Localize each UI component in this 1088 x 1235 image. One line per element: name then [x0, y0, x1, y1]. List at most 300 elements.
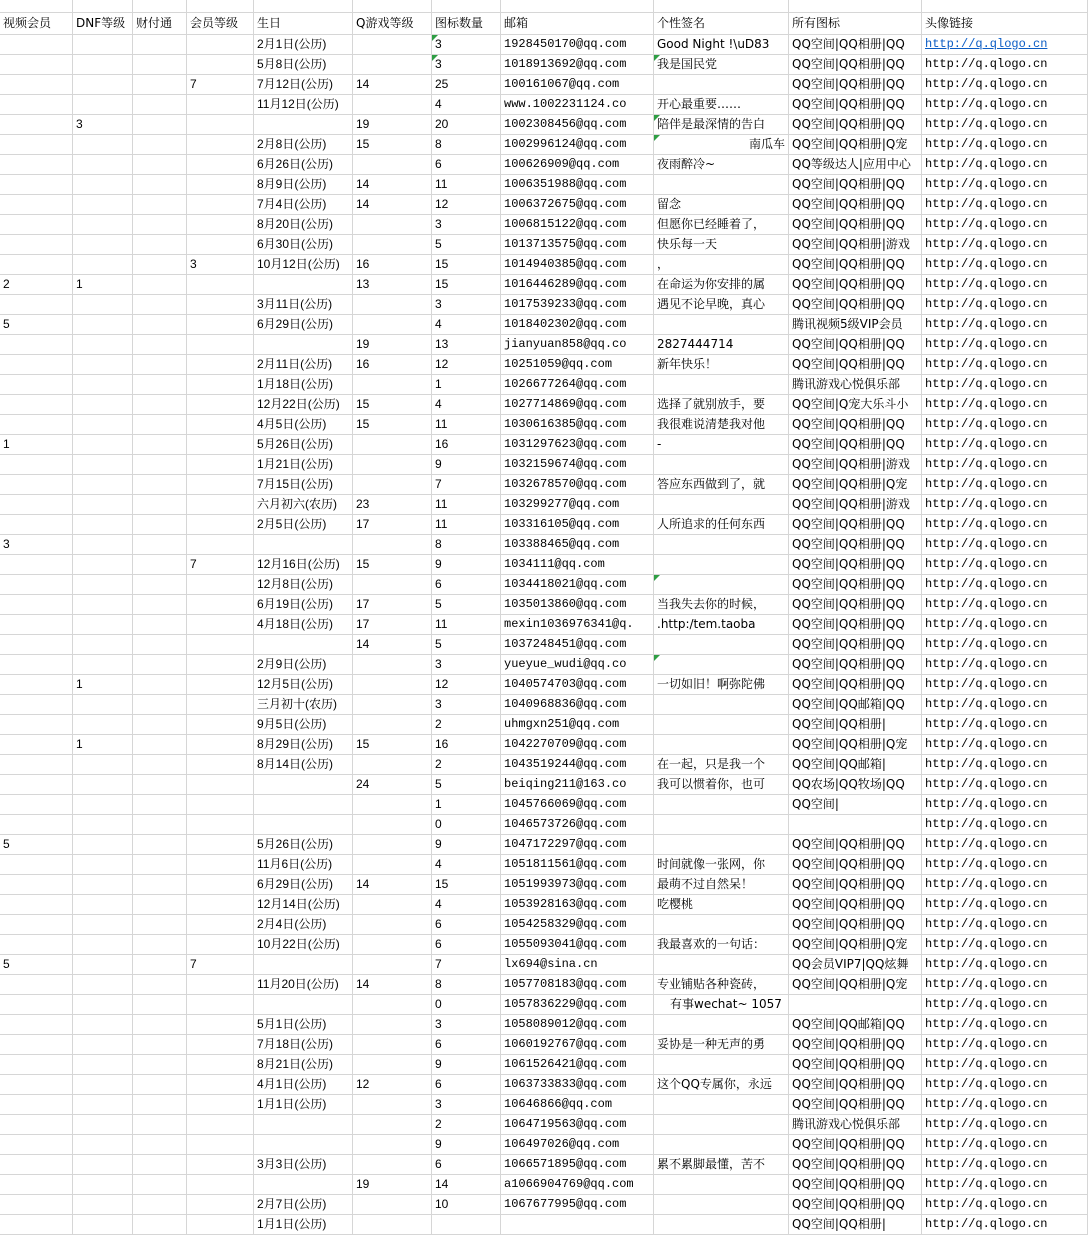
cell-dnf-level[interactable]: [73, 915, 133, 934]
cell-email[interactable]: 100626909@qq.com: [501, 155, 654, 174]
cell-birthday[interactable]: 12月8日(公历): [254, 575, 353, 594]
col-header-email[interactable]: 邮箱: [501, 13, 654, 34]
cell-avatar-link[interactable]: http://q.qlogo.cn: [922, 275, 1088, 294]
cell-member-level[interactable]: [187, 615, 254, 634]
cell-birthday[interactable]: 六月初六(农历): [254, 495, 353, 514]
cell-dnf-level[interactable]: [73, 795, 133, 814]
cell-qgame-level[interactable]: [353, 375, 432, 394]
cell-icons[interactable]: QQ空间|QQ相册|游戏: [789, 235, 922, 254]
cell-birthday[interactable]: 2月11日(公历): [254, 355, 353, 374]
cell-signature[interactable]: .http:/tem.taoba: [654, 615, 789, 634]
cell-signature[interactable]: [654, 175, 789, 194]
cell-birthday[interactable]: 5月1日(公历): [254, 1015, 353, 1034]
cell-icon-count[interactable]: 0: [432, 815, 501, 834]
cell-tenpay[interactable]: [133, 275, 187, 294]
cell-icon-count[interactable]: 16: [432, 435, 501, 454]
cell-tenpay[interactable]: [133, 815, 187, 834]
cell-video-vip[interactable]: [0, 675, 73, 694]
cell-member-level[interactable]: [187, 195, 254, 214]
cell-member-level[interactable]: [187, 875, 254, 894]
cell-signature[interactable]: 陪伴是最深情的告白: [654, 115, 789, 134]
cell-qgame-level[interactable]: [353, 955, 432, 974]
cell-signature[interactable]: 但愿你已经睡着了，: [654, 215, 789, 234]
cell-birthday[interactable]: [254, 955, 353, 974]
cell-icons[interactable]: QQ空间|QQ相册|QQ: [789, 275, 922, 294]
cell-tenpay[interactable]: [133, 75, 187, 94]
cell-icons[interactable]: QQ空间|QQ相册|QQ: [789, 1175, 922, 1194]
cell-member-level[interactable]: [187, 695, 254, 714]
col-header-video-vip[interactable]: 视频会员: [0, 13, 73, 34]
cell-signature[interactable]: [654, 1195, 789, 1214]
cell-email[interactable]: 1051811561@qq.com: [501, 855, 654, 874]
cell-member-level[interactable]: [187, 315, 254, 334]
cell-member-level[interactable]: [187, 155, 254, 174]
cell-icons[interactable]: QQ空间|QQ相册|QQ: [789, 175, 922, 194]
cell-member-level[interactable]: [187, 735, 254, 754]
cell-qgame-level[interactable]: [353, 995, 432, 1014]
cell-video-vip[interactable]: 1: [0, 435, 73, 454]
cell-email[interactable]: 1032678570@qq.com: [501, 475, 654, 494]
cell-video-vip[interactable]: [0, 1195, 73, 1214]
cell-icons[interactable]: QQ空间|QQ相册|QQ: [789, 1055, 922, 1074]
cell-signature[interactable]: ，: [654, 255, 789, 274]
cell-birthday[interactable]: 7月15日(公历): [254, 475, 353, 494]
cell-avatar-link[interactable]: http://q.qlogo.cn: [922, 475, 1088, 494]
cell-dnf-level[interactable]: [73, 175, 133, 194]
cell-icons[interactable]: QQ空间|QQ相册|: [789, 1215, 922, 1234]
cell-icons[interactable]: QQ空间|QQ邮箱|: [789, 755, 922, 774]
cell-email[interactable]: 1054258329@qq.com: [501, 915, 654, 934]
cell-birthday[interactable]: [254, 1175, 353, 1194]
cell-email[interactable]: 1002996124@qq.com: [501, 135, 654, 154]
cell-icon-count[interactable]: 5: [432, 235, 501, 254]
cell-email[interactable]: 1060192767@qq.com: [501, 1035, 654, 1054]
cell-qgame-level[interactable]: 19: [353, 1175, 432, 1194]
cell-avatar-link[interactable]: http://q.qlogo.cn: [922, 95, 1088, 114]
cell-member-level[interactable]: [187, 175, 254, 194]
cell-icon-count[interactable]: 15: [432, 875, 501, 894]
cell-qgame-level[interactable]: 13: [353, 275, 432, 294]
cell-dnf-level[interactable]: [73, 575, 133, 594]
cell-qgame-level[interactable]: 15: [353, 555, 432, 574]
cell-qgame-level[interactable]: [353, 1215, 432, 1234]
cell-signature[interactable]: [654, 75, 789, 94]
cell-icons[interactable]: QQ空间|QQ相册|QQ: [789, 1135, 922, 1154]
cell-video-vip[interactable]: [0, 915, 73, 934]
cell-avatar-link[interactable]: http://q.qlogo.cn: [922, 415, 1088, 434]
cell-signature[interactable]: [654, 315, 789, 334]
cell-signature[interactable]: 人所追求的任何东西: [654, 515, 789, 534]
cell-signature[interactable]: Good Night !\uD83: [654, 35, 789, 54]
cell-icons[interactable]: QQ空间|QQ相册|QQ: [789, 435, 922, 454]
cell-video-vip[interactable]: [0, 115, 73, 134]
cell-dnf-level[interactable]: [73, 75, 133, 94]
cell-icons[interactable]: QQ空间|QQ相册|QQ: [789, 355, 922, 374]
cell-dnf-level[interactable]: [73, 195, 133, 214]
cell-video-vip[interactable]: [0, 95, 73, 114]
cell-birthday[interactable]: 12月16日(公历): [254, 555, 353, 574]
cell-video-vip[interactable]: [0, 995, 73, 1014]
cell-dnf-level[interactable]: [73, 1135, 133, 1154]
cell-avatar-link[interactable]: http://q.qlogo.cn: [922, 775, 1088, 794]
col-header-dnf-level[interactable]: DNF等级: [73, 13, 133, 34]
cell-email[interactable]: 103316105@qq.com: [501, 515, 654, 534]
cell-icon-count[interactable]: 14: [432, 1175, 501, 1194]
cell-video-vip[interactable]: [0, 695, 73, 714]
cell-member-level[interactable]: [187, 655, 254, 674]
cell-video-vip[interactable]: [0, 375, 73, 394]
cell-birthday[interactable]: 三月初十(农历): [254, 695, 353, 714]
col-header-all-icons[interactable]: 所有图标: [789, 13, 922, 34]
cell-icon-count[interactable]: 12: [432, 355, 501, 374]
cell-video-vip[interactable]: [0, 875, 73, 894]
cell-qgame-level[interactable]: [353, 915, 432, 934]
cell-email[interactable]: 1006351988@qq.com: [501, 175, 654, 194]
cell-icons[interactable]: QQ空间|QQ相册|QQ: [789, 1155, 922, 1174]
cell-qgame-level[interactable]: [353, 55, 432, 74]
cell-icons[interactable]: QQ空间|QQ相册|QQ: [789, 535, 922, 554]
cell-icon-count[interactable]: 6: [432, 935, 501, 954]
cell-dnf-level[interactable]: [73, 655, 133, 674]
cell-signature[interactable]: [654, 795, 789, 814]
cell-icon-count[interactable]: 7: [432, 475, 501, 494]
cell-icons[interactable]: QQ空间|QQ相册|QQ: [789, 95, 922, 114]
cell-qgame-level[interactable]: [353, 435, 432, 454]
cell-member-level[interactable]: [187, 1015, 254, 1034]
cell-icon-count[interactable]: 7: [432, 955, 501, 974]
cell-video-vip[interactable]: [0, 635, 73, 654]
cell-qgame-level[interactable]: [353, 315, 432, 334]
cell-tenpay[interactable]: [133, 595, 187, 614]
cell-dnf-level[interactable]: [73, 1075, 133, 1094]
cell-video-vip[interactable]: [0, 255, 73, 274]
cell-icon-count[interactable]: 4: [432, 315, 501, 334]
cell-avatar-link[interactable]: http://q.qlogo.cn: [922, 1095, 1088, 1114]
cell-birthday[interactable]: 6月29日(公历): [254, 875, 353, 894]
col-header-member-level[interactable]: 会员等级: [187, 13, 254, 34]
cell-member-level[interactable]: [187, 915, 254, 934]
cell-signature[interactable]: [654, 1135, 789, 1154]
cell-dnf-level[interactable]: [73, 495, 133, 514]
cell-avatar-link[interactable]: http://q.qlogo.cn: [922, 735, 1088, 754]
cell-icons[interactable]: QQ空间|QQ相册|QQ: [789, 675, 922, 694]
cell-email[interactable]: a1066904769@qq.com: [501, 1175, 654, 1194]
cell-icon-count[interactable]: 25: [432, 75, 501, 94]
cell-birthday[interactable]: 5月8日(公历): [254, 55, 353, 74]
cell-icon-count[interactable]: 4: [432, 855, 501, 874]
cell-email[interactable]: mexin1036976341@q.: [501, 615, 654, 634]
cell-member-level[interactable]: [187, 295, 254, 314]
cell-member-level[interactable]: [187, 775, 254, 794]
cell-icon-count[interactable]: 8: [432, 535, 501, 554]
cell-member-level[interactable]: [187, 495, 254, 514]
cell-email[interactable]: 1067677995@qq.com: [501, 1195, 654, 1214]
cell-birthday[interactable]: 2月8日(公历): [254, 135, 353, 154]
cell-avatar-link[interactable]: http://q.qlogo.cn: [922, 1015, 1088, 1034]
cell-birthday[interactable]: 1月1日(公历): [254, 1215, 353, 1234]
cell-dnf-level[interactable]: [73, 1095, 133, 1114]
cell-qgame-level[interactable]: 19: [353, 115, 432, 134]
col-header-icon-count[interactable]: 图标数量: [432, 13, 501, 34]
cell-icon-count[interactable]: 2: [432, 715, 501, 734]
cell-member-level[interactable]: [187, 435, 254, 454]
cell-avatar-link[interactable]: http://q.qlogo.cn: [922, 1075, 1088, 1094]
cell-dnf-level[interactable]: [73, 895, 133, 914]
cell-avatar-link[interactable]: http://q.qlogo.cn: [922, 935, 1088, 954]
cell-icon-count[interactable]: 3: [432, 655, 501, 674]
cell-dnf-level[interactable]: [73, 235, 133, 254]
cell-email[interactable]: 1063733833@qq.com: [501, 1075, 654, 1094]
cell-avatar-link[interactable]: http://q.qlogo.cn: [922, 375, 1088, 394]
cell-video-vip[interactable]: [0, 1115, 73, 1134]
cell-birthday[interactable]: 8月14日(公历): [254, 755, 353, 774]
cell-icon-count[interactable]: 11: [432, 615, 501, 634]
cell-signature[interactable]: [654, 735, 789, 754]
cell-icon-count[interactable]: 3: [432, 695, 501, 714]
cell-dnf-level[interactable]: [73, 955, 133, 974]
cell-birthday[interactable]: 11月6日(公历): [254, 855, 353, 874]
cell-email[interactable]: 1057836229@qq.com: [501, 995, 654, 1014]
cell-dnf-level[interactable]: 3: [73, 115, 133, 134]
cell-birthday[interactable]: 6月29日(公历): [254, 315, 353, 334]
cell-video-vip[interactable]: [0, 215, 73, 234]
cell-tenpay[interactable]: [133, 835, 187, 854]
cell-icon-count[interactable]: 20: [432, 115, 501, 134]
cell-email[interactable]: 1055093041@qq.com: [501, 935, 654, 954]
cell-member-level[interactable]: [187, 635, 254, 654]
cell-qgame-level[interactable]: [353, 675, 432, 694]
cell-qgame-level[interactable]: [353, 1135, 432, 1154]
cell-avatar-link[interactable]: http://q.qlogo.cn: [922, 1215, 1088, 1234]
cell-icon-count[interactable]: 6: [432, 1075, 501, 1094]
cell-icon-count[interactable]: 11: [432, 175, 501, 194]
cell-icons[interactable]: QQ空间|QQ相册|QQ: [789, 895, 922, 914]
cell-tenpay[interactable]: [133, 1155, 187, 1174]
cell-avatar-link[interactable]: http://q.qlogo.cn: [922, 655, 1088, 674]
cell-birthday[interactable]: 7月18日(公历): [254, 1035, 353, 1054]
cell-signature[interactable]: 这个QQ专属你，永远: [654, 1075, 789, 1094]
cell-qgame-level[interactable]: [353, 475, 432, 494]
cell-signature[interactable]: [654, 715, 789, 734]
cell-video-vip[interactable]: [0, 575, 73, 594]
cell-dnf-level[interactable]: [73, 1015, 133, 1034]
cell-email[interactable]: 1042270709@qq.com: [501, 735, 654, 754]
cell-tenpay[interactable]: [133, 675, 187, 694]
cell-signature[interactable]: 最萌不过自然呆！: [654, 875, 789, 894]
cell-signature[interactable]: [654, 535, 789, 554]
cell-icons[interactable]: QQ空间|QQ相册|QQ: [789, 875, 922, 894]
cell-video-vip[interactable]: [0, 815, 73, 834]
cell-avatar-link[interactable]: http://q.qlogo.cn: [922, 1155, 1088, 1174]
cell-icon-count[interactable]: 6: [432, 155, 501, 174]
cell-member-level[interactable]: [187, 375, 254, 394]
cell-signature[interactable]: -: [654, 435, 789, 454]
cell-video-vip[interactable]: [0, 175, 73, 194]
cell-signature[interactable]: [654, 695, 789, 714]
cell-avatar-link[interactable]: http://q.qlogo.cn: [922, 595, 1088, 614]
cell-avatar-link[interactable]: http://q.qlogo.cn: [922, 535, 1088, 554]
cell-signature[interactable]: 遇见不论早晚，真心: [654, 295, 789, 314]
cell-member-level[interactable]: [187, 415, 254, 434]
cell-video-vip[interactable]: 3: [0, 535, 73, 554]
cell-video-vip[interactable]: [0, 395, 73, 414]
cell-video-vip[interactable]: [0, 1035, 73, 1054]
cell-avatar-link[interactable]: http://q.qlogo.cn: [922, 435, 1088, 454]
cell-tenpay[interactable]: [133, 375, 187, 394]
cell-birthday[interactable]: 4月1日(公历): [254, 1075, 353, 1094]
cell-avatar-link[interactable]: http://q.qlogo.cn: [922, 495, 1088, 514]
cell-dnf-level[interactable]: [73, 755, 133, 774]
cell-video-vip[interactable]: [0, 1095, 73, 1114]
cell-dnf-level[interactable]: 1: [73, 675, 133, 694]
cell-birthday[interactable]: [254, 995, 353, 1014]
cell-icons[interactable]: QQ空间|QQ相册|QQ: [789, 615, 922, 634]
cell-tenpay[interactable]: [133, 35, 187, 54]
cell-avatar-link[interactable]: http://q.qlogo.cn: [922, 915, 1088, 934]
cell-member-level[interactable]: [187, 1055, 254, 1074]
cell-icon-count[interactable]: 6: [432, 915, 501, 934]
cell-dnf-level[interactable]: [73, 1035, 133, 1054]
cell-email[interactable]: 1064719563@qq.com: [501, 1115, 654, 1134]
cell-dnf-level[interactable]: [73, 595, 133, 614]
cell-dnf-level[interactable]: [73, 315, 133, 334]
cell-icons[interactable]: QQ空间|QQ相册|QQ: [789, 1075, 922, 1094]
cell-tenpay[interactable]: [133, 555, 187, 574]
cell-qgame-level[interactable]: 15: [353, 735, 432, 754]
cell-email[interactable]: 1043519244@qq.com: [501, 755, 654, 774]
cell-dnf-level[interactable]: [73, 295, 133, 314]
cell-email[interactable]: 1057708183@qq.com: [501, 975, 654, 994]
cell-dnf-level[interactable]: [73, 1215, 133, 1234]
cell-email[interactable]: 1017539233@qq.com: [501, 295, 654, 314]
cell-icons[interactable]: 腾讯游戏心悦俱乐部: [789, 375, 922, 394]
cell-icons[interactable]: QQ空间|QQ相册|QQ: [789, 55, 922, 74]
cell-qgame-level[interactable]: [353, 235, 432, 254]
cell-birthday[interactable]: [254, 115, 353, 134]
cell-email[interactable]: 1030616385@qq.com: [501, 415, 654, 434]
cell-birthday[interactable]: 7月12日(公历): [254, 75, 353, 94]
cell-email[interactable]: 1002308456@qq.com: [501, 115, 654, 134]
cell-birthday[interactable]: 6月26日(公历): [254, 155, 353, 174]
cell-dnf-level[interactable]: [73, 435, 133, 454]
cell-email[interactable]: 1034111@qq.com: [501, 555, 654, 574]
cell-signature[interactable]: [654, 495, 789, 514]
cell-signature[interactable]: [654, 655, 789, 674]
cell-icon-count[interactable]: 9: [432, 455, 501, 474]
cell-birthday[interactable]: 2月1日(公历): [254, 35, 353, 54]
cell-dnf-level[interactable]: [73, 135, 133, 154]
cell-qgame-level[interactable]: [353, 155, 432, 174]
col-header-qgame-level[interactable]: Q游戏等级: [353, 13, 432, 34]
cell-tenpay[interactable]: [133, 315, 187, 334]
cell-birthday[interactable]: 6月30日(公历): [254, 235, 353, 254]
cell-icons[interactable]: QQ空间|QQ相册|QQ: [789, 1195, 922, 1214]
cell-avatar-link[interactable]: http://q.qlogo.cn: [922, 675, 1088, 694]
cell-dnf-level[interactable]: [73, 535, 133, 554]
cell-email[interactable]: 1006372675@qq.com: [501, 195, 654, 214]
cell-tenpay[interactable]: [133, 55, 187, 74]
cell-member-level[interactable]: [187, 715, 254, 734]
cell-tenpay[interactable]: [133, 955, 187, 974]
cell-avatar-link[interactable]: http://q.qlogo.cn: [922, 955, 1088, 974]
cell-icon-count[interactable]: 3: [432, 55, 501, 74]
cell-avatar-link[interactable]: http://q.qlogo.cn: [922, 355, 1088, 374]
cell-email[interactable]: 1066571895@qq.com: [501, 1155, 654, 1174]
cell-icons[interactable]: QQ空间|QQ相册|QQ: [789, 915, 922, 934]
cell-icon-count[interactable]: 3: [432, 295, 501, 314]
cell-member-level[interactable]: [187, 395, 254, 414]
cell-member-level[interactable]: [187, 815, 254, 834]
cell-video-vip[interactable]: [0, 1215, 73, 1234]
cell-birthday[interactable]: 8月20日(公历): [254, 215, 353, 234]
cell-member-level[interactable]: [187, 35, 254, 54]
cell-member-level[interactable]: [187, 835, 254, 854]
cell-birthday[interactable]: 8月21日(公历): [254, 1055, 353, 1074]
cell-icons[interactable]: QQ空间|QQ相册|QQ: [789, 415, 922, 434]
cell-qgame-level[interactable]: [353, 715, 432, 734]
cell-video-vip[interactable]: [0, 335, 73, 354]
cell-member-level[interactable]: 7: [187, 75, 254, 94]
cell-member-level[interactable]: [187, 455, 254, 474]
cell-email[interactable]: 1053928163@qq.com: [501, 895, 654, 914]
cell-signature[interactable]: [654, 555, 789, 574]
cell-qgame-level[interactable]: 15: [353, 135, 432, 154]
cell-video-vip[interactable]: [0, 655, 73, 674]
cell-birthday[interactable]: 3月3日(公历): [254, 1155, 353, 1174]
cell-signature[interactable]: [654, 1175, 789, 1194]
cell-avatar-link[interactable]: http://q.qlogo.cn: [922, 855, 1088, 874]
cell-icon-count[interactable]: 5: [432, 595, 501, 614]
cell-dnf-level[interactable]: [73, 1055, 133, 1074]
cell-qgame-level[interactable]: [353, 895, 432, 914]
cell-avatar-link[interactable]: http://q.qlogo.cn: [922, 635, 1088, 654]
cell-signature[interactable]: [654, 1115, 789, 1134]
cell-member-level[interactable]: [187, 975, 254, 994]
cell-avatar-link[interactable]: http://q.qlogo.cn: [922, 215, 1088, 234]
cell-member-level[interactable]: [187, 115, 254, 134]
cell-avatar-link[interactable]: http://q.qlogo.cn: [922, 1135, 1088, 1154]
cell-email[interactable]: 103299277@qq.com: [501, 495, 654, 514]
cell-icon-count[interactable]: 2: [432, 1115, 501, 1134]
cell-tenpay[interactable]: [133, 655, 187, 674]
cell-avatar-link[interactable]: http://q.qlogo.cn: [922, 235, 1088, 254]
cell-icons[interactable]: QQ空间|QQ相册|QQ: [789, 195, 922, 214]
cell-qgame-level[interactable]: 23: [353, 495, 432, 514]
cell-member-level[interactable]: [187, 595, 254, 614]
cell-member-level[interactable]: [187, 535, 254, 554]
cell-avatar-link[interactable]: http://q.qlogo.cn: [922, 455, 1088, 474]
cell-video-vip[interactable]: [0, 515, 73, 534]
cell-icons[interactable]: QQ空间|Q宠大乐斗小: [789, 395, 922, 414]
cell-dnf-level[interactable]: [73, 555, 133, 574]
cell-video-vip[interactable]: [0, 935, 73, 954]
cell-email[interactable]: 1058089012@qq.com: [501, 1015, 654, 1034]
cell-video-vip[interactable]: [0, 495, 73, 514]
cell-tenpay[interactable]: [133, 895, 187, 914]
cell-member-level[interactable]: [187, 675, 254, 694]
cell-member-level[interactable]: [187, 355, 254, 374]
cell-video-vip[interactable]: 2: [0, 275, 73, 294]
cell-birthday[interactable]: [254, 775, 353, 794]
cell-icon-count[interactable]: 1: [432, 795, 501, 814]
cell-qgame-level[interactable]: [353, 1155, 432, 1174]
cell-tenpay[interactable]: [133, 795, 187, 814]
cell-avatar-link[interactable]: http://q.qlogo.cn: [922, 335, 1088, 354]
cell-icons[interactable]: QQ空间|QQ相册|: [789, 715, 922, 734]
cell-birthday[interactable]: [254, 535, 353, 554]
cell-video-vip[interactable]: [0, 1175, 73, 1194]
cell-video-vip[interactable]: [0, 55, 73, 74]
